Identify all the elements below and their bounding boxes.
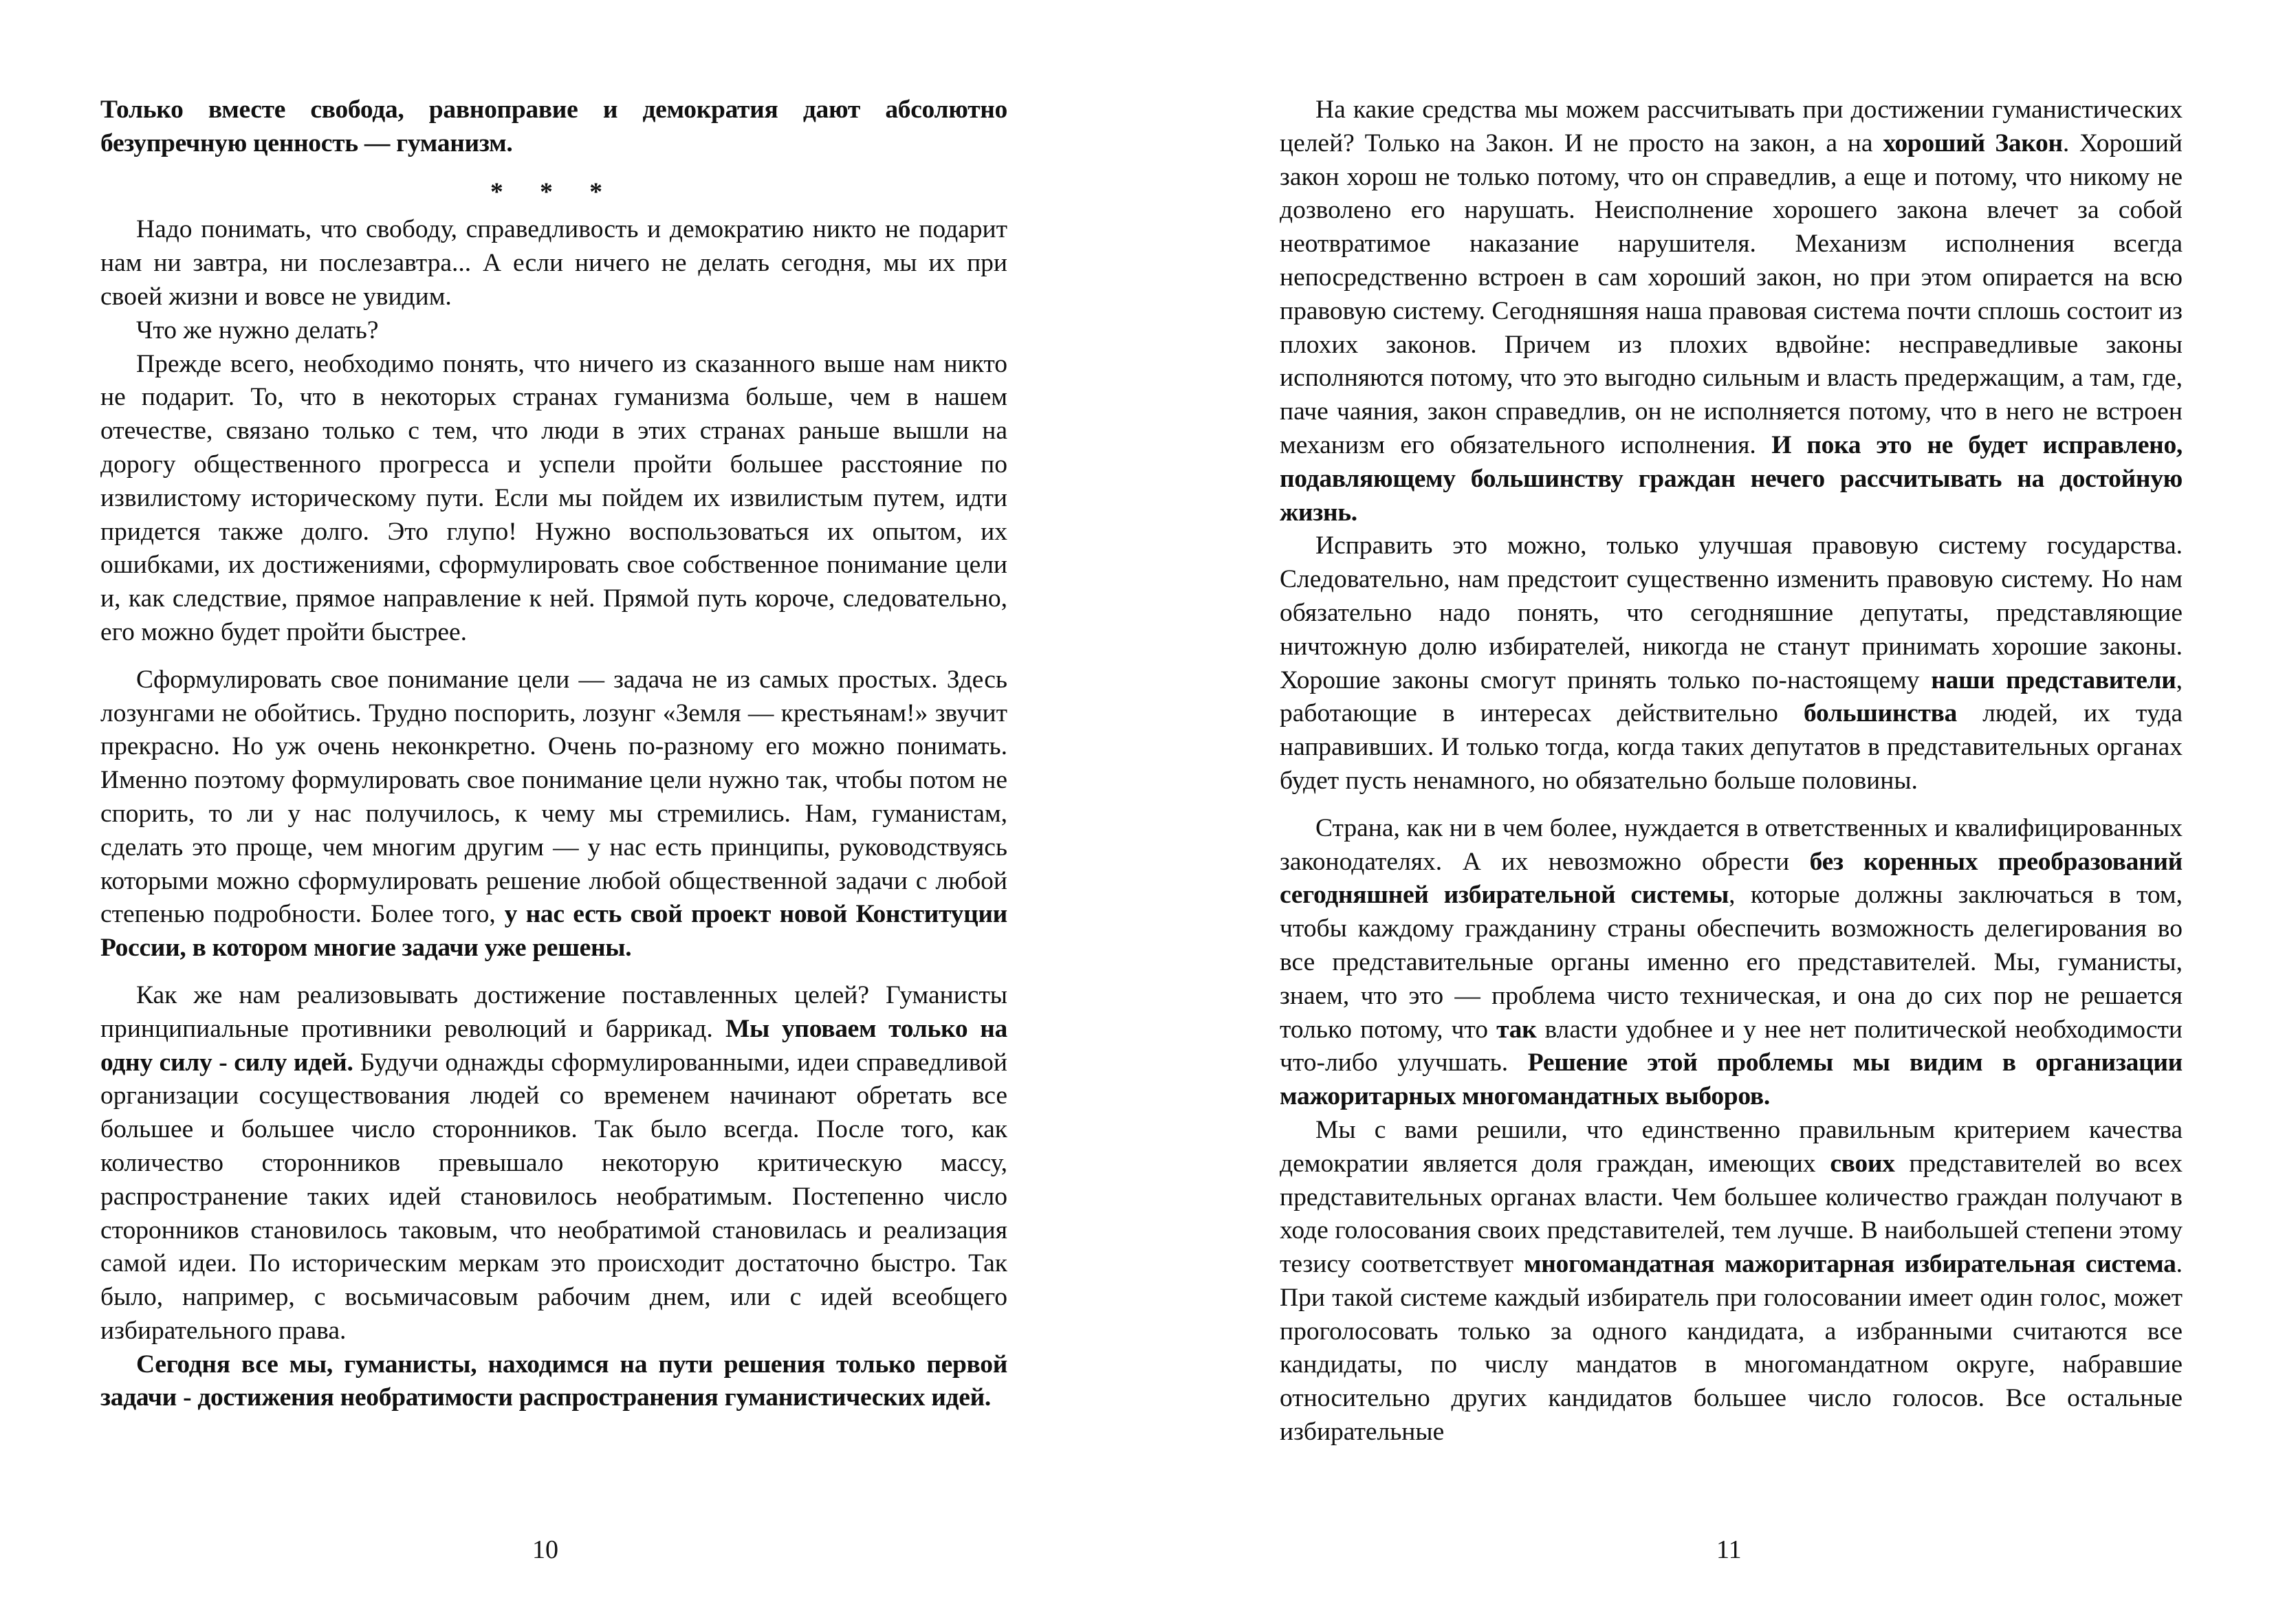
text-span: Исправить это можно, только улучшая правовую систему государства. Следовательно, нам предстоит существенно изменить правовую систему. Но нам обязательно надо понять, что сегодняшние депутаты, представляющие ничтожную долю избирателей, никогда не станут принимать хорошие законы. Хорошие законы смогут принять только по-настоящему bbox=[1280, 531, 2183, 694]
text-span: представителей во всех представительных органах власти. Чем большее количество граждан получают в ходе голосования своих представителей, тем лучше. В наибольшей степени этому тезису соответствует bbox=[1280, 1149, 2183, 1279]
paragraph bbox=[1280, 94, 2183, 529]
text-span: . Хороший закон хорош не только потому, что он справедлив, а еще и потому, что никому не дозволено его нарушать. Неисполнение хорошего закона влечет за собой неотвратимое наказание нарушителя. Механизм исполнения всегда непосредственно встроен в сам хороший закон, но при этом опирается на всю правовую систему. Сегодняшняя наша правовая система почти сплошь состоит из плохих законов. Причем из плохих вдвойне: несправедливые законы исполняются потому, что это выгодно сильным и власть предержащим, а там, где, паче чаяния, закон справедлив, он не исполняется потому, что в него не встроен механизм его обязательного исполнения. bbox=[1280, 129, 2183, 459]
paragraph bbox=[1280, 1114, 2183, 1449]
left-page bbox=[0, 0, 1135, 1624]
bold-text: Решение этой проблемы мы видим в организации мажоритарных многомандатных выборов. bbox=[1280, 1049, 2183, 1111]
right-page bbox=[1137, 0, 2274, 1624]
page-number: 10 bbox=[532, 1535, 558, 1564]
bold-text: большинства bbox=[1803, 699, 1958, 728]
left-page-text bbox=[100, 94, 1007, 1415]
paragraph bbox=[100, 979, 1007, 1348]
bold-text: Сегодня все мы, гуманисты, находимся на пути решения только первой задачи - достижения необратимости распространения гуманистических идей. bbox=[100, 1350, 1007, 1412]
bold-text: хороший Закон bbox=[1883, 129, 2063, 157]
section-separator: * * * bbox=[490, 177, 617, 206]
text-span: Будучи однажды сформулированными, идеи справедливой организации сосуществования людей со временем начинают обретать все большее и большее число сторонников. Так было всегда. После того, как количество сторонников превышало некоторую критическую массу, распространение таких идей становилось необратимым. Постепенно число сторонников становилось таковым, что необратимой становилась и реализация самой идеи. По историческим меркам это происходит достаточно быстро. Так было, например, с восьмичасовым рабочим днем, или с идей всеобщего избирательного права. bbox=[100, 1048, 1007, 1345]
text-span: Как же нам реализовывать достижение поставленных целей? Гуманисты принципиальные противники революций и баррикад. bbox=[100, 980, 1007, 1043]
paragraph bbox=[100, 94, 1007, 161]
text-span: . При такой системе каждый избиратель при голосовании имеет один голос, может проголосовать только за одного кандидата, а избранными считаются все кандидаты, по числу мандатов в многомандатном округе, набравшие относительно других кандидатов большее число голосов. Все остальные избирательные bbox=[1280, 1250, 2183, 1447]
paragraph bbox=[1280, 529, 2183, 798]
bold-text: многомандатная мажоритарная избирательная система bbox=[1524, 1250, 2176, 1279]
text-span: Мы с вами решили, что единственно правильным критерием качества демократии является доля граждан, имеющих bbox=[1280, 1115, 2183, 1178]
bold-text: так bbox=[1496, 1015, 1537, 1044]
paragraph bbox=[1280, 812, 2183, 1114]
text-span: Сформулировать свое понимание цели — задача не из самых простых. Здесь лозунгами не обойтись. Трудно поспорить, лозунг «Земля — крестьянам!» звучит прекрасно. Но уж очень неконкретно. Очень по-разному его можно понимать. Именно поэтому формулировать свое понимание цели нужно так, чтобы потом не спорить, то ли у нас получилось, к чему мы стремились. Нам, гуманистам, сделать это проще, чем многим другим — у нас есть принципы, руководствуясь которыми можно сформулировать решение любой общественной задачи с любой степенью подробности. Более того, bbox=[100, 665, 1007, 929]
paragraph: Надо понимать, что свободу, справедливость и демократию никто не подарит нам ни завтра, ни послезавтра... А если ничего не делать сегодня, мы их при своей жизни и вовсе не увидим. bbox=[100, 215, 1007, 311]
text-span: власти удобнее и у нее нет политической необходимости что-либо улучшать. bbox=[1280, 1015, 2183, 1077]
page-number: 11 bbox=[1716, 1535, 1742, 1564]
paragraph bbox=[100, 663, 1007, 965]
bold-text: наши представители bbox=[1931, 666, 2176, 694]
bold-text: без коренных преобразований сегодняшней избирательной системы bbox=[1280, 847, 2183, 910]
right-page-text bbox=[1280, 94, 2183, 1449]
text-span: На какие средства мы можем рассчитывать при достижении гуманистических целей? Только на Закон. И не просто на закон, а на bbox=[1280, 96, 2183, 157]
bold-text: Только вместе свобода, равноправие и демократия дают абсолютно безупречную ценность — гуманизм. bbox=[100, 96, 1007, 157]
text-span: , работающие в интересах действительно bbox=[1280, 666, 2183, 728]
text-span: людей, их туда направивших. И только тогда, когда таких депутатов в представительных органах будет пусть ненамного, но обязательно больше половины. bbox=[1280, 699, 2183, 795]
bold-text: И пока это не будет исправлено, подавляющему большинству граждан нечего рассчитывать на достойную жизнь. bbox=[1280, 430, 2183, 527]
paragraph bbox=[100, 1348, 1007, 1416]
bold-text: Мы уповаем только на одну силу - силу идей. bbox=[100, 1014, 1007, 1077]
paragraph: Прежде всего, необходимо понять, что ничего из сказанного выше нам никто не подарит. То, что в некоторых странах гуманизма больше, чем в нашем отечестве, связано только с тем, что люди в этих странах раньше вышли на дорогу общественного прогресса и успели пройти большее расстояние по извилистому историческому пути. Если мы пойдем их извилистым путем, идти придется также долго. Это глупо! Нужно воспользоваться их опытом, их ошибками, их достижениями, сформулировать свое собственное понимание цели и, как следствие, прямое направление к ней. Прямой путь короче, следовательно, его можно будет пройти быстрее. bbox=[100, 349, 1007, 646]
paragraph: Что же нужно делать? bbox=[136, 316, 379, 344]
text-span: Страна, как ни в чем более, нуждается в ответственных и квалифицированных законодателях. А их невозможно обрести bbox=[1280, 813, 2183, 876]
bold-text: своих bbox=[1830, 1149, 1895, 1178]
text-span: , которые должны заключаться в том, чтобы каждому гражданину страны обеспечить возможность делегирования во все представительные органы именно его представителей. Мы, гуманисты, знаем, что это — проблема чисто техническая, и она до сих пор не решается только потому, что bbox=[1280, 881, 2183, 1044]
bold-text: у нас есть свой проект новой Конституции России, в котором многие задачи уже решены. bbox=[100, 900, 1007, 963]
